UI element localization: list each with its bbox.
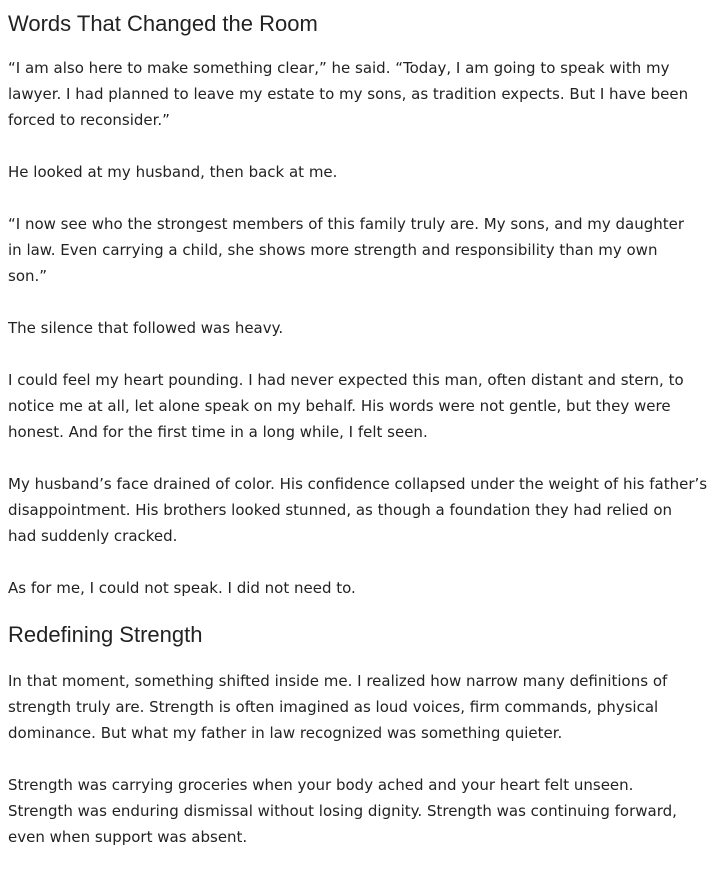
paragraph: My husband’s face drained of color. His confidence collapsed under the weight of his father’s disappointment. His brothers looked stunned, as though a foundation they had relied on had suddenly cracked. (8, 475, 708, 545)
section-heading: Words That Changed the Room (8, 11, 318, 36)
section-redefining-strength (8, 622, 709, 850)
paragraph: “I am also here to make something clear,” he said. “Today, I am going to speak with my lawyer. I had planned to leave my estate to my sons, as tradition expects. But I have been forced to reconsider.” (8, 59, 689, 129)
paragraph: As for me, I could not speak. I did not need to. (8, 579, 356, 597)
paragraph: The silence that followed was heavy. (8, 319, 284, 337)
paragraph: Strength was carrying groceries when your body ached and your heart felt unseen. Strength was enduring dismissal without losing dignity. Strength was continuing forward, even when support was absent. (8, 776, 677, 846)
paragraph: In that moment, something shifted inside me. I realized how narrow many definitions of strength truly are. Strength is often imagined as loud voices, firm commands, physical dominance. But what my father in law recognized was something quieter. (8, 672, 668, 742)
paragraph: “I now see who the strongest members of this family truly are. My sons, and my daughter in law. Even carrying a child, she shows more strength and responsibility than my own son.” (8, 215, 685, 285)
section-heading: Redefining Strength (8, 622, 203, 647)
paragraph: He looked at my husband, then back at me. (8, 163, 338, 181)
paragraph: I could feel my heart pounding. I had never expected this man, often distant and stern, to notice me at all, let alone speak on my behalf. His words were not gentle, but they were honest. And for the first time in a long while, I felt seen. (8, 371, 684, 441)
section-words-that-changed-the-room (8, 0, 709, 601)
